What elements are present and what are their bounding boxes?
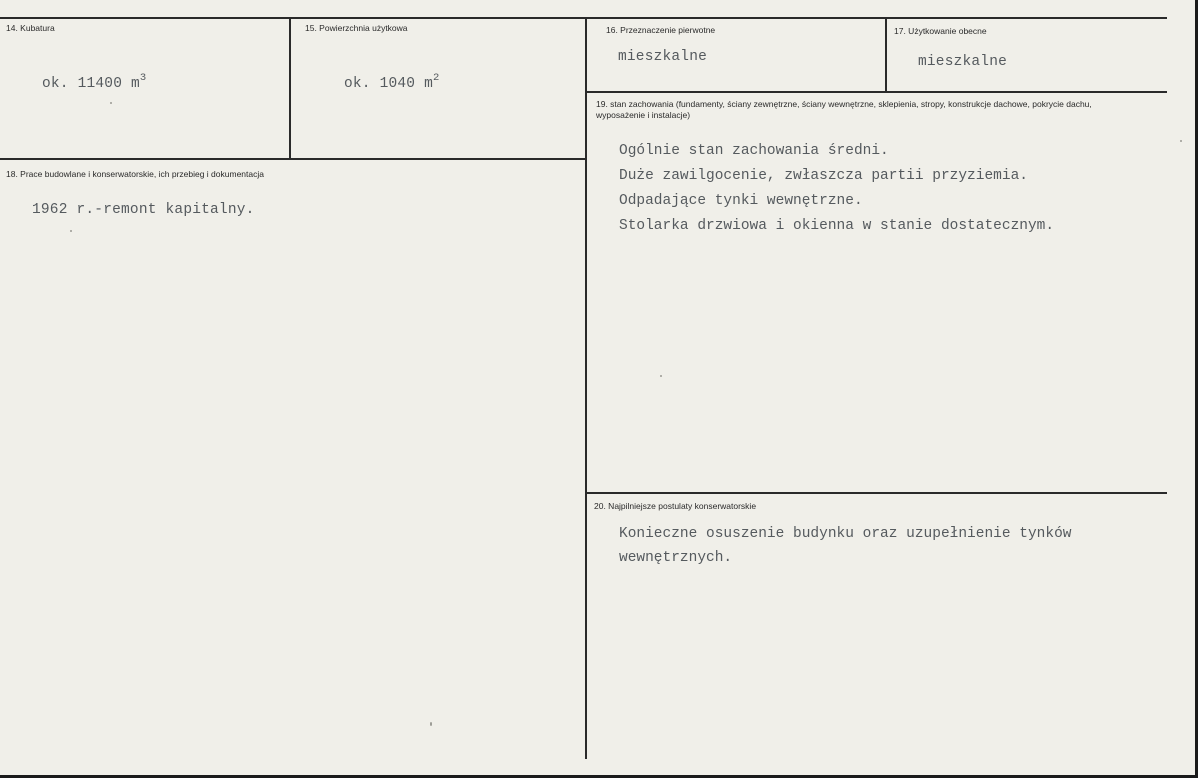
field-18-label: 18. Prace budowlane i konserwatorskie, ich przebieg i dokumentacja [6,169,264,179]
paper-speck [70,230,72,232]
paper-speck [110,102,112,104]
field-19-value [619,139,1054,239]
field-20-label: 20. Najpilniejsze postulaty konserwatorskie [594,501,757,511]
divider-14-15 [289,17,291,160]
field-16-label: 16. Przeznaczenie pierwotne [606,25,716,35]
rule-above-20 [586,492,1167,494]
field-17-label: 17. Użytkowanie obecne [894,26,987,36]
paper-speck [660,375,662,377]
field-19-line: Ogólnie stan zachowania średni. [619,143,889,159]
field-20-value: Konieczne osuszenie budynku oraz uzupełnienie tynków wewnętrznych. [619,526,1072,566]
divider-16-17 [885,17,887,93]
field-19-line: Stolarka drzwiowa i okienna w stanie dostatecznym. [619,218,1055,234]
rule-below-14-15 [0,158,587,160]
field-19-line: Duże zawilgocenie, zwłaszcza partii przyziemia. [619,168,1028,184]
field-17-value: mieszkalne [918,54,1008,70]
field-19-label: 19. stan zachowania (fundamenty, ściany zewnętrzne, ściany wewnętrzne, sklepienia, stropy, konstrukcje dachowe, pokrycie dachu, wyposażenie i instalacje) [596,99,1092,120]
paper-speck [430,722,432,726]
field-14-value [42,73,146,92]
center-divider [585,17,587,759]
field-16-value: mieszkalne [618,49,708,65]
rule-below-16-17 [586,91,1167,93]
field-14-value-text: ok. 11400 m [42,75,140,92]
field-15-value [344,73,440,92]
field-15-unit-exponent: 2 [433,72,440,84]
field-15-value-text: ok. 1040 m [344,75,434,92]
field-19-line: Odpadające tynki wewnętrzne. [619,193,863,209]
top-rule [0,17,1167,19]
paper-speck [1180,140,1182,142]
field-14-unit-exponent: 3 [139,72,147,84]
field-15-label: 15. Powierzchnia użytkowa [305,23,408,33]
field-18-value: 1962 r.-remont kapitalny. [32,202,255,218]
field-14-label: 14. Kubatura [6,23,55,33]
